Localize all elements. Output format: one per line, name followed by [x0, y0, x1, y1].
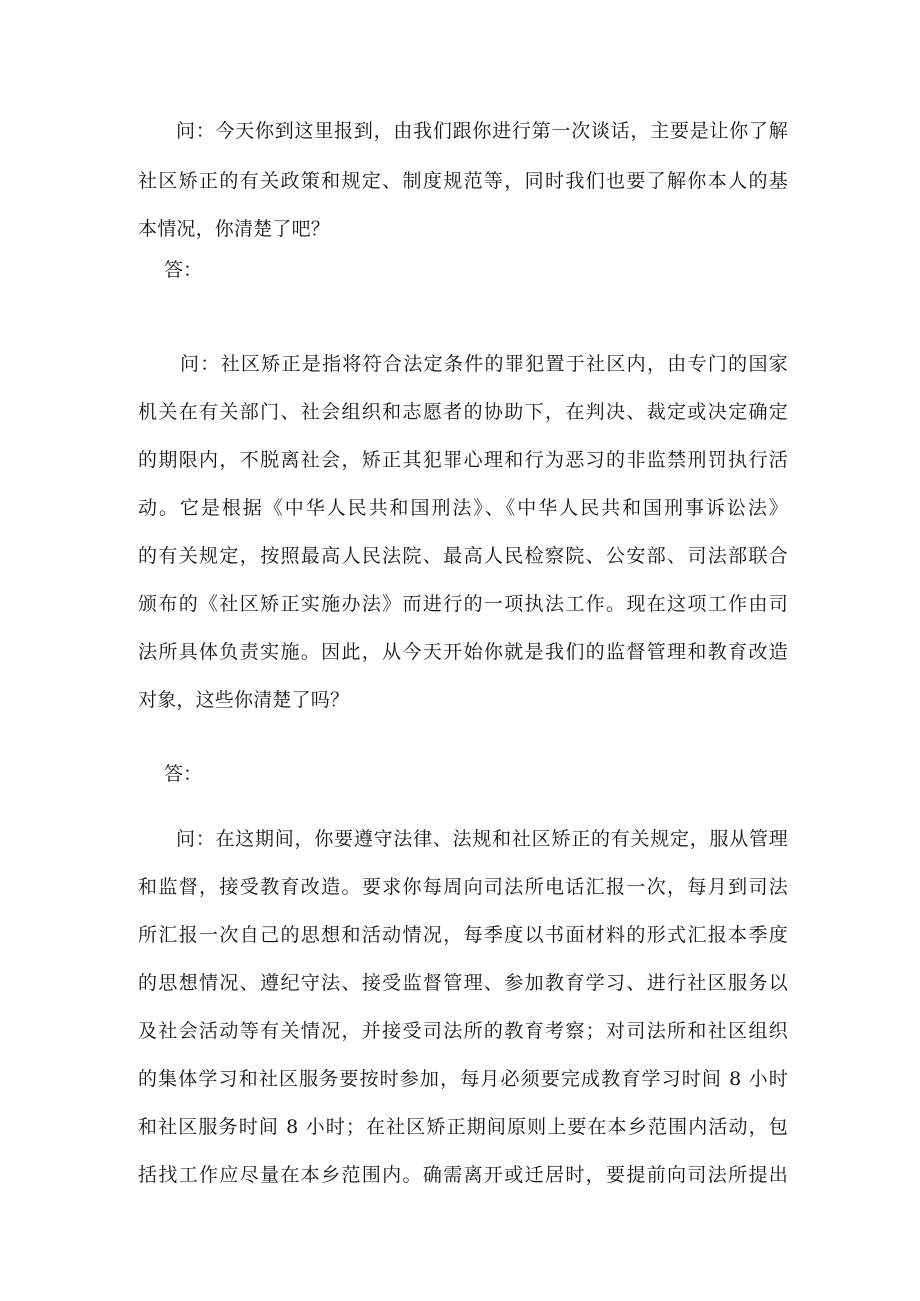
paragraph-3-line-4: 的思想情况、遵纪守法、接受监督管理、参加教育学习、进行社区服务以 — [138, 972, 788, 994]
paragraph-2-line-3: 的期限内，不脱离社会，矫正其犯罪心理和行为恶习的非监禁刑罚执行活 — [138, 449, 788, 471]
paragraph-2-line-4: 动。它是根据《中华人民共和国刑法》、《中华人民共和国刑事诉讼法》 — [138, 497, 788, 519]
paragraph-3-line-7: 和社区服务时间 8 小时；在社区矫正期间原则上要在本乡范围内活动，包 — [138, 1116, 788, 1138]
paragraph-1-line-2: 社区矫正的有关政策和规定、制度规范等，同时我们也要了解你本人的基 — [138, 170, 788, 192]
paragraph-3-line-5: 及社会活动等有关情况，并接受司法所的教育考察；对司法所和社区组织 — [138, 1020, 788, 1042]
paragraph-2-line-8: 对象，这些你清楚了吗？ — [138, 689, 350, 711]
answer-2: 答： — [164, 763, 203, 785]
paragraph-2-line-1: 问：社区矫正是指将符合法定条件的罪犯置于社区内，由专门的国家 — [180, 353, 788, 375]
paragraph-2-line-7: 法所具体负责实施。因此，从今天开始你就是我们的监督管理和教育改造 — [138, 641, 788, 663]
paragraph-2-line-6: 颁布的《社区矫正实施办法》而进行的一项执法工作。现在这项工作由司 — [138, 593, 788, 615]
paragraph-1-line-1: 问：今天你到这里报到，由我们跟你进行第一次谈话，主要是让你了解 — [176, 120, 788, 142]
paragraph-3-line-2: 和监督，接受教育改造。要求你每周向司法所电话汇报一次，每月到司法 — [138, 876, 788, 898]
paragraph-2-line-2: 机关在有关部门、社会组织和志愿者的协助下，在判决、裁定或决定确定 — [138, 401, 788, 423]
paragraph-3-line-8: 括找工作应尽量在本乡范围内。确需离开或迁居时，要提前向司法所提出 — [138, 1164, 788, 1186]
paragraph-3-line-1: 问：在这期间，你要遵守法律、法规和社区矫正的有关规定，服从管理 — [176, 828, 788, 850]
paragraph-2-line-5: 的有关规定，按照最高人民法院、最高人民检察院、公安部、司法部联合 — [138, 545, 788, 567]
paragraph-1-line-3: 本情况，你清楚了吧？ — [138, 218, 331, 240]
paragraph-3-line-6: 的集体学习和社区服务要按时参加，每月必须要完成教育学习时间 8 小时 — [138, 1068, 788, 1090]
paragraph-3-line-3: 所汇报一次自己的思想和活动情况，每季度以书面材料的形式汇报本季度 — [138, 924, 788, 946]
answer-1: 答： — [164, 259, 203, 281]
